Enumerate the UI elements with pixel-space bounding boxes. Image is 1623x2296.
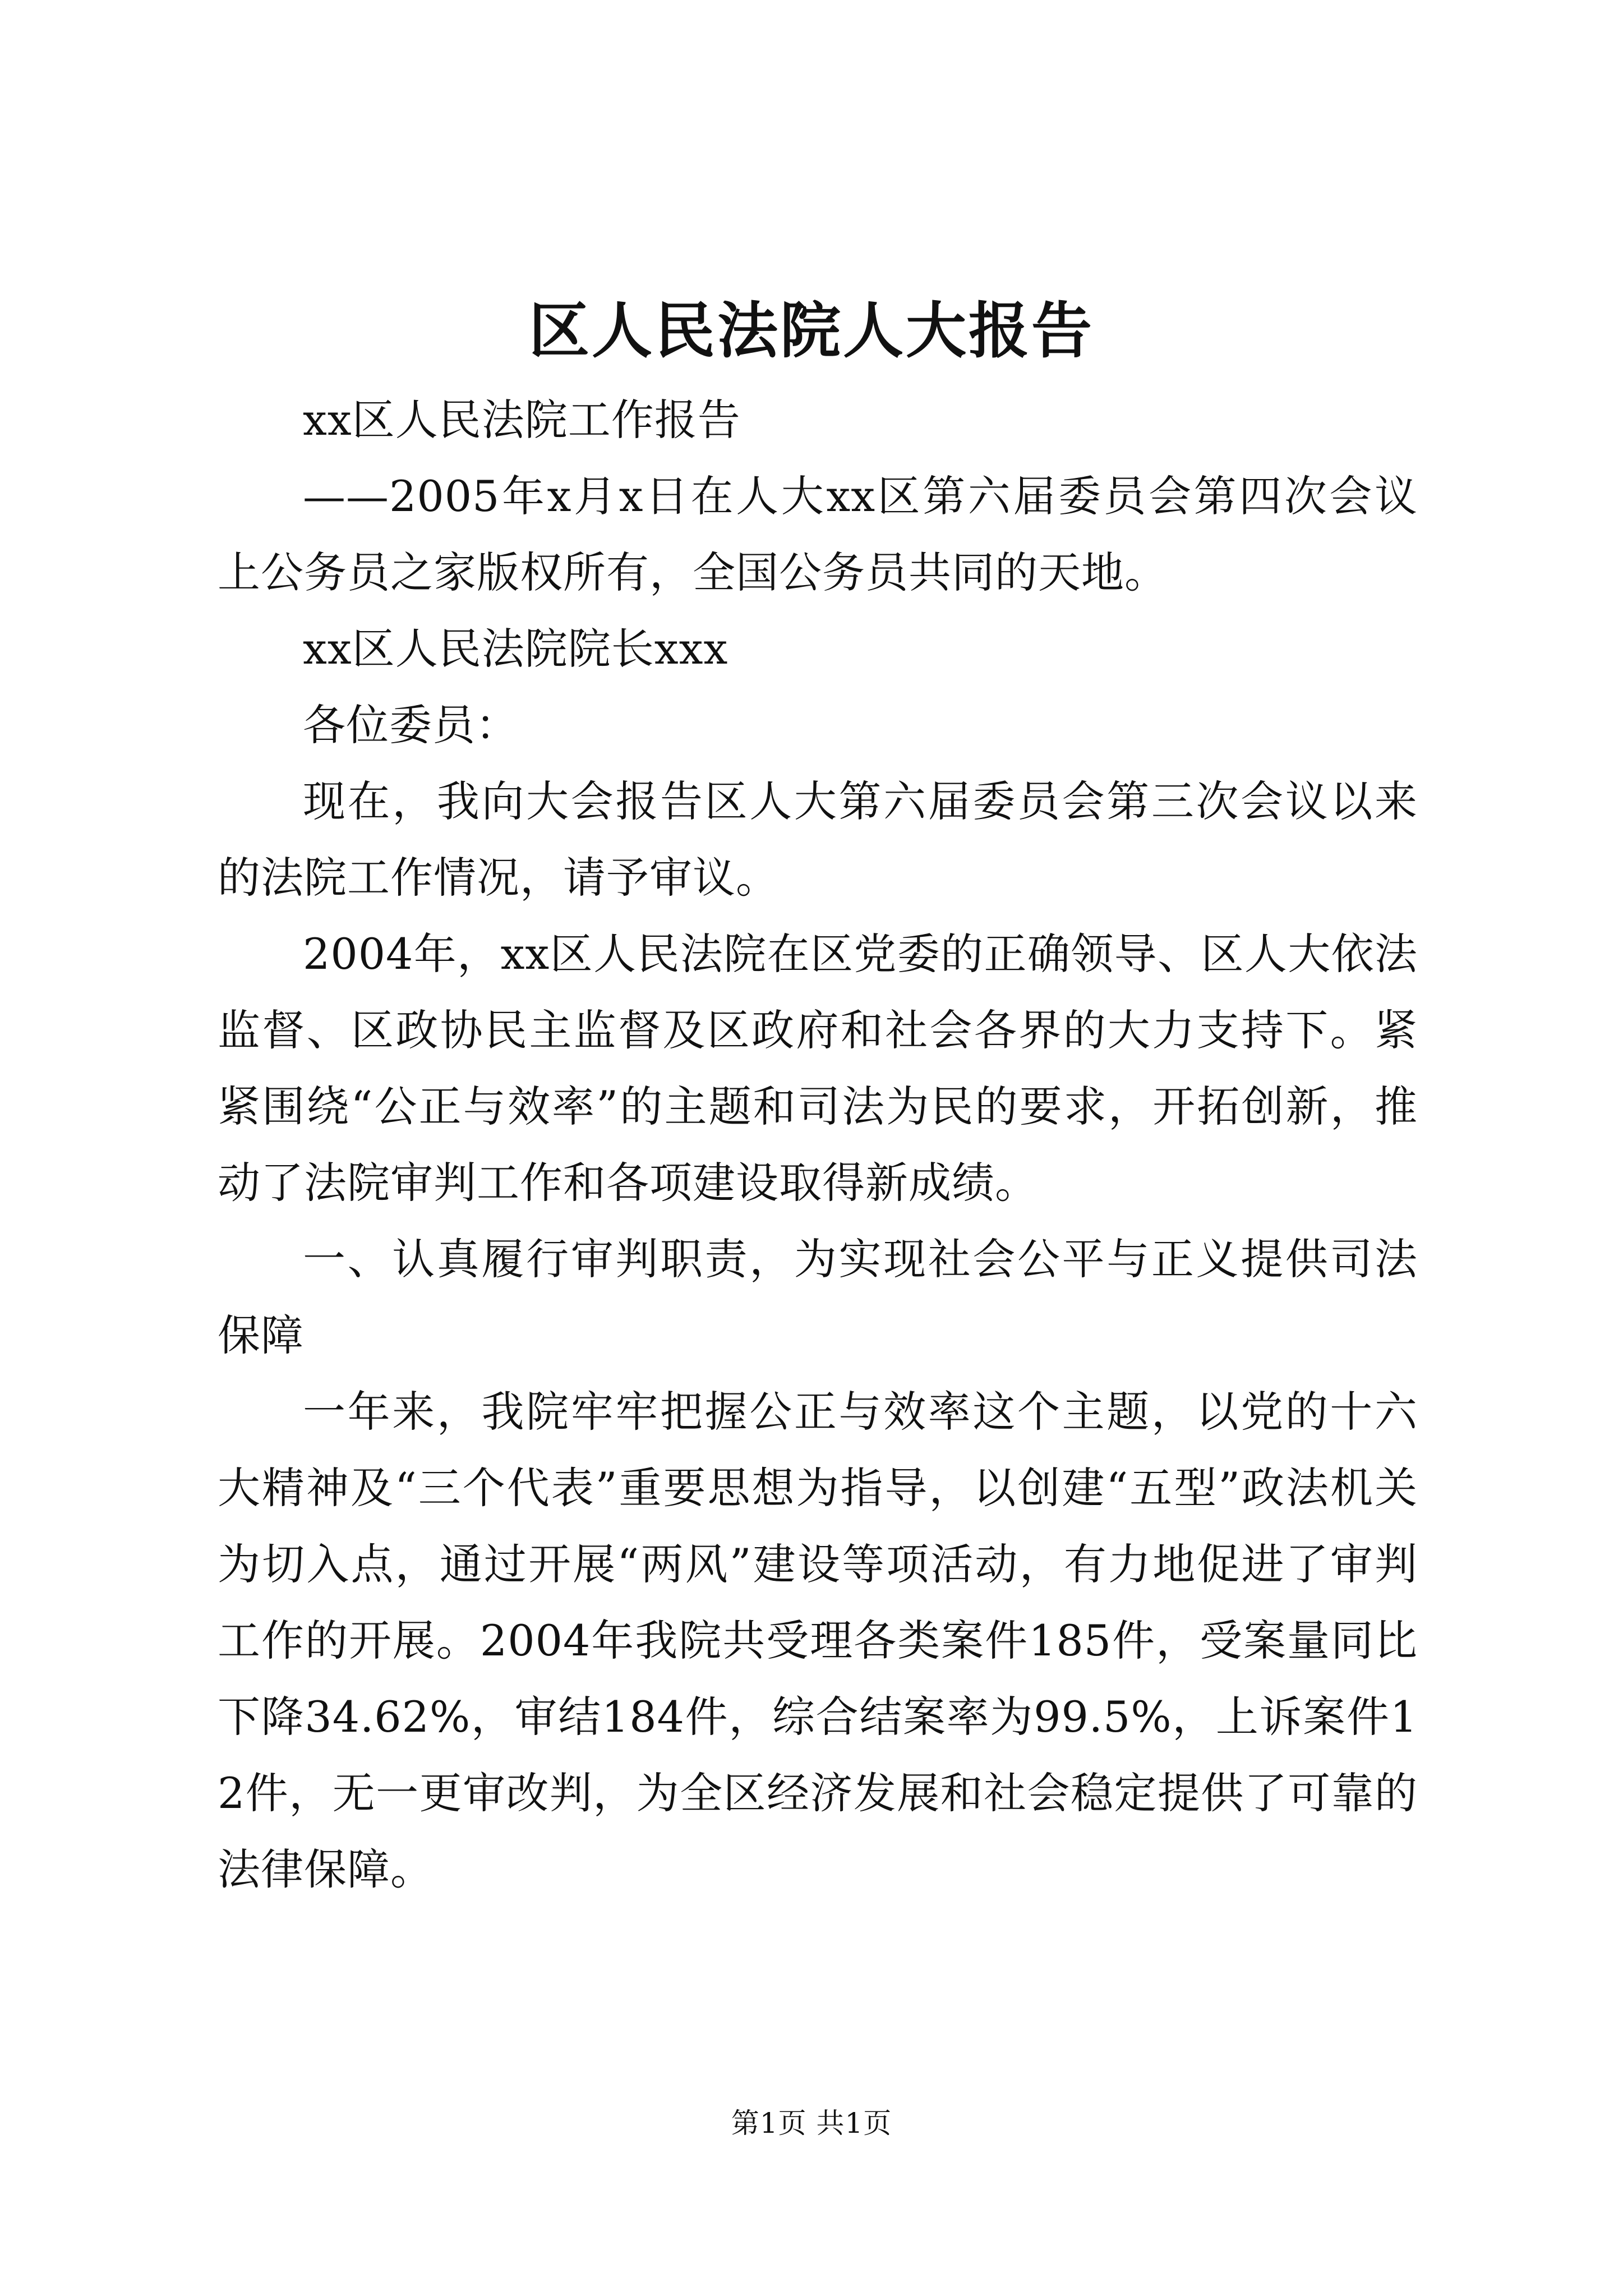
paragraph-summary-2004: 2004年，xx区人民法院在区党委的正确领导、区人大依法监督、区政协民主监督及区政府和社会各界的大力支持下。紧紧围绕“公正与效率”的主题和司法为民的要求，开拓创新，推动了法院审判工作和各项建设取得新成绩。 (218, 929, 1418, 1208)
paragraph-case-statistics: 一年来，我院牢牢把握公正与效率这个主题，以党的十六大精神及“三个代表”重要思想为指导，以创建“五型”政法机关为切入点，通过开展“两风”建设等项活动，有力地促进了审判工作的开展。2004年我院共受理各类案件185件，受案量同比下降34.62%，审结184件，综合结案率为99.5%，上诉案件12件，无一更审改判，为全区经济发展和社会稳定提供了可靠的法律保障。 (218, 1387, 1418, 1894)
paragraph-author: xx区人民法院院长xxx (303, 624, 728, 674)
document-body (218, 382, 1418, 1908)
paragraph-meeting-info: ——2005年x月x日在人大xx区第六届委员会第四次会议上公务员之家版权所有，全国公务员共同的天地。 (218, 471, 1418, 597)
paragraph-report-name: xx区人民法院工作报告 (303, 395, 741, 445)
section-heading-1: 一、认真履行审判职责，为实现社会公平与正义提供司法保障 (218, 1234, 1418, 1360)
document-title: 区人民法院人大报告 (528, 296, 1094, 366)
page-footer: 第1页 共1页 (731, 2107, 892, 2139)
paragraph-intro: 现在，我向大会报告区人大第六届委员会第三次会议以来的法院工作情况，请予审议。 (218, 776, 1418, 903)
paragraph-salutation: 各位委员： (303, 700, 519, 750)
